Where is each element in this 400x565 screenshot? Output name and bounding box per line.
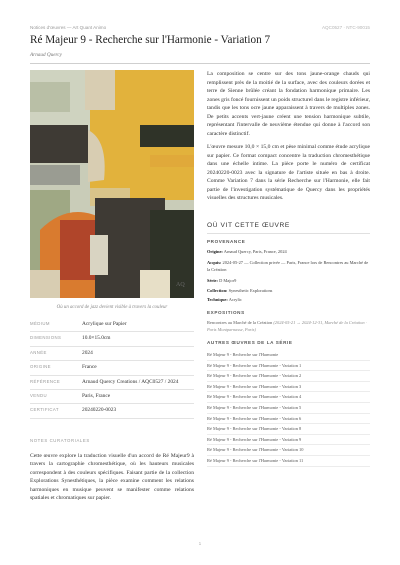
spec-row-medium — [30, 318, 194, 332]
spec-label: ANNÉE — [30, 346, 82, 360]
spec-value: 2024 — [82, 346, 194, 360]
series-item-link[interactable]: Ré Majeur 9 - Recherche sur l'Harmonie - Variation 3 — [207, 382, 370, 393]
serie-label: Série: — [207, 278, 218, 283]
svg-text:AQ: AQ — [176, 282, 185, 288]
spec-value: Arnaud Quercy Creations / AQC0527 / 2024 — [82, 375, 194, 389]
description-paragraph: L'œuvre mesure 10,0 × 15,0 cm et pèse minimal comme étude acrylique sur papier. Ce format compact concentre la traduction chromesthétique dans une échelle intime. La pièce porte le numéro de certificat 20240220-0023 avec la signature de l'artiste située en bas à droite. Comme Variation 7 dans la série Recherche sur l'Harmonie, elle fait partie de l'investigation systématique de Quercy dans les propriétés visuelles des structures musicales. — [207, 144, 370, 201]
spec-label: VENDU — [30, 389, 82, 403]
series-heading: AUTRES ŒUVRES DE LA SÉRIE — [207, 340, 293, 345]
curatorial-notes-heading: NOTES CURATORIALES — [30, 438, 90, 443]
description-paragraph: La composition se centre sur des tons jaune-orange chauds qui remplissent près de la moitié de la surface, avec des couleurs dorées et terre de Sienne brûlée créant la fondation harmonique primaire. Les zones gris foncé fournissent un poids structurel dans le registre inférieur, tandis que les tons ocre jaune apparaissent à travers de multiples zones. De petits accents vert-jaune créent une tension harmonique subtile, représentant l'intervalle de neuvième étendue qui donne à l'accord son caractère distinctif. — [207, 71, 370, 137]
curatorial-notes-text: Cette œuvre explore la traduction visuelle d'un accord de Ré Majeur9 à travers la cartographie chromesthétique, où les hauteurs musicales correspondent à des couleurs spécifiques. Faisant partie de la collection Explorations Synesthétiques, la pièce examine comment les relations harmoniques en musique peuvent se manifester comme relations spatiales et chromatiques sur papier. — [30, 453, 194, 501]
series-item-link[interactable]: Ré Majeur 9 - Recherche sur l'Harmonie - Variation 6 — [207, 414, 370, 425]
spec-row-dimensions — [30, 332, 194, 346]
artwork-image — [30, 70, 194, 298]
spec-value: 10.0×15.0cm — [82, 332, 194, 346]
series-item-link[interactable]: Ré Majeur 9 - Recherche sur l'Harmonie — [207, 350, 370, 361]
exposition-entry[interactable] — [207, 320, 370, 333]
exposition-link[interactable]: Rencontres au Marché de la Création — [207, 320, 273, 325]
series-list — [207, 350, 370, 467]
collection-value: Synesthetic Explorations — [228, 288, 273, 293]
provenance-collection — [207, 288, 370, 295]
provenance-acquisition — [207, 260, 370, 273]
series-item-link[interactable]: Ré Majeur 9 - Recherche sur l'Harmonie - Variation 5 — [207, 403, 370, 414]
series-item-link[interactable]: Ré Majeur 9 - Recherche sur l'Harmonie - Variation 8 — [207, 424, 370, 435]
spec-value: France — [82, 361, 194, 375]
artwork-description — [207, 70, 370, 208]
series-item-link[interactable]: Ré Majeur 9 - Recherche sur l'Harmonie - Variation 2 — [207, 371, 370, 382]
spec-row-origin — [30, 361, 194, 375]
provenance-origin — [207, 249, 370, 256]
technique-label: Technique: — [207, 297, 228, 302]
provenance-series — [207, 278, 370, 285]
spec-row-sold — [30, 389, 194, 403]
spec-row-year — [30, 346, 194, 360]
spec-label: ORIGINE — [30, 361, 82, 375]
spec-value: Paris, France — [82, 389, 194, 403]
artwork-caption: Où un accord de jazz devient visible à travers la couleur — [56, 305, 168, 310]
reference-code: AQC0527 · NTC-90015 — [321, 25, 370, 30]
page-number: 1 — [198, 541, 202, 546]
spec-value: 20240220-0023 — [82, 404, 194, 418]
provenance-technique — [207, 297, 370, 304]
provenance-heading: PROVENANCE — [207, 239, 246, 244]
exposition-detail: (2024-05-21 → 2024-12-31, Marché de la Création · Paris Montparnasse, Paris) — [207, 320, 367, 332]
serie-value: D Major9 — [219, 278, 237, 283]
spec-label: CERTIFICAT — [30, 404, 82, 418]
page-title: Ré Majeur 9 - Recherche sur l'Harmonie - Variation 7 — [30, 34, 271, 46]
series-item-link[interactable]: Ré Majeur 9 - Recherche sur l'Harmonie - Variation 9 — [207, 435, 370, 446]
specs-table — [30, 318, 194, 419]
origin-label: Origine: — [207, 249, 223, 254]
spec-label: MÉDIUM — [30, 318, 82, 332]
collection-label: Collection: — [207, 288, 228, 293]
series-item-link[interactable]: Ré Majeur 9 - Recherche sur l'Harmonie - Variation 11 — [207, 456, 370, 467]
artist-name: Arnaud Quercy — [30, 52, 62, 58]
spec-row-certificate — [30, 404, 194, 418]
where-seen-heading: OÙ VIT CETTE ŒUVRE — [207, 222, 290, 229]
spec-label: DIMENSIONS — [30, 332, 82, 346]
spec-label: RÉFÉRENCE — [30, 375, 82, 389]
spec-value: Acrylique sur Papier — [82, 318, 194, 332]
technique-value: Acrylic — [228, 297, 242, 302]
section-divider — [207, 233, 370, 234]
acquis-label: Acquis: — [207, 260, 222, 265]
breadcrumb: Notices d'œuvres — Art Quant Animo — [30, 25, 107, 30]
series-item-link[interactable]: Ré Majeur 9 - Recherche sur l'Harmonie - Variation 4 — [207, 392, 370, 403]
spec-row-reference — [30, 375, 194, 389]
series-item-link[interactable]: Ré Majeur 9 - Recherche sur l'Harmonie - Variation 10 — [207, 445, 370, 456]
title-divider — [30, 63, 370, 64]
origin-value: Arnaud Quercy, Paris, France, 2024 — [223, 249, 287, 254]
series-item-link[interactable]: Ré Majeur 9 - Recherche sur l'Harmonie - Variation 1 — [207, 361, 370, 372]
expositions-heading: EXPOSITIONS — [207, 310, 245, 315]
acquis-value: 2024-05-27 — Collection privée — Paris, France lors de Rencontres au Marché de la Création — [207, 260, 369, 272]
